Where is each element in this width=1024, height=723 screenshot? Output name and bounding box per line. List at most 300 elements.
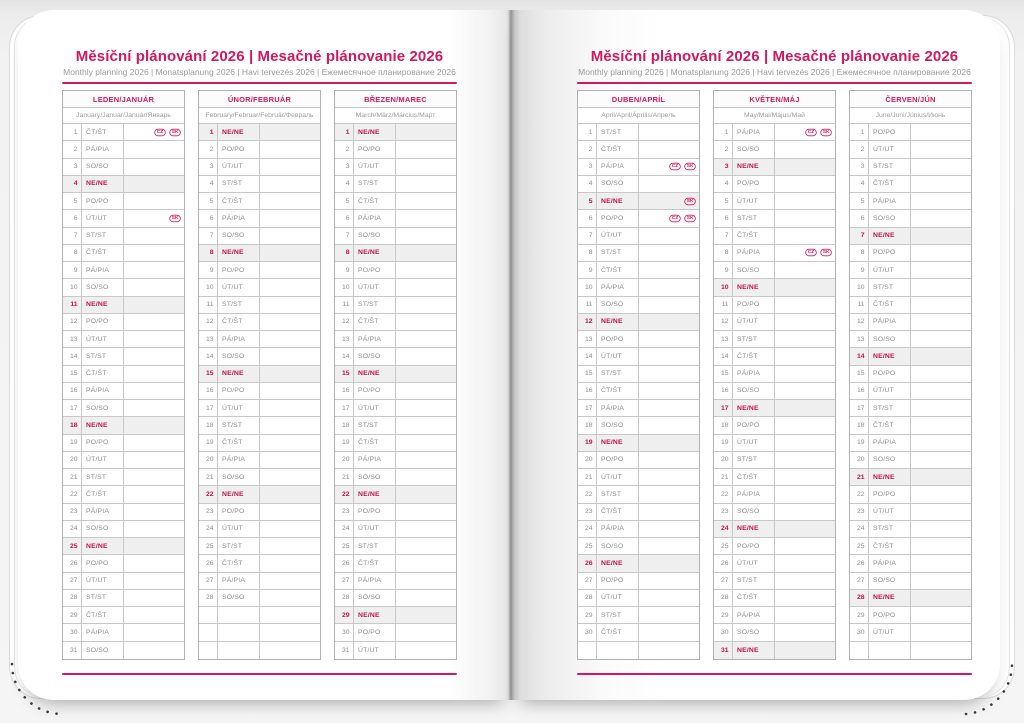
day-note-cell (396, 159, 456, 175)
day-number: 5 (335, 193, 354, 209)
day-row (199, 486, 320, 503)
day-name: SO/SO (354, 469, 396, 485)
day-note-cell (260, 555, 320, 571)
day-number: 2 (63, 141, 82, 157)
day-number: 16 (714, 383, 733, 399)
day-number: 24 (714, 521, 733, 537)
month-table-may (713, 90, 836, 660)
day-row (63, 383, 184, 400)
day-note-cell (396, 400, 456, 416)
day-name: PO/PO (354, 383, 396, 399)
day-row (335, 210, 456, 227)
day-note-cell (124, 521, 184, 537)
day-note-cell (911, 245, 971, 261)
day-name: PÁ/PIA (82, 624, 124, 640)
day-number: 11 (335, 297, 354, 313)
day-name: PO/PO (869, 366, 911, 382)
page-content-left (62, 48, 457, 675)
day-row (335, 573, 456, 590)
day-number: 15 (714, 366, 733, 382)
day-row (714, 624, 835, 641)
day-row (850, 124, 971, 141)
day-name: NE/NE (733, 159, 775, 175)
day-name: ČT/ŠT (869, 417, 911, 433)
day-name (218, 642, 260, 659)
day-number (199, 607, 218, 623)
day-note-cell (639, 521, 699, 537)
day-name: ÚT/UT (869, 624, 911, 640)
day-number: 17 (850, 400, 869, 416)
day-note-cell (396, 210, 456, 226)
day-name: NE/NE (218, 124, 260, 140)
day-number: 23 (63, 504, 82, 520)
day-name: ČT/ŠT (733, 469, 775, 485)
day-row (714, 538, 835, 555)
day-row (850, 348, 971, 365)
day-row (335, 262, 456, 279)
day-number: 5 (850, 193, 869, 209)
day-row (850, 366, 971, 383)
day-name: PÁ/PIA (869, 314, 911, 330)
day-note-cell (396, 573, 456, 589)
day-row (63, 521, 184, 538)
day-name: ÚT/UT (354, 279, 396, 295)
day-row (578, 590, 699, 607)
day-name: NE/NE (597, 555, 639, 571)
day-note-cell (396, 469, 456, 485)
page-subtitle: Monthly planning 2026 | Monatsplanung 2026 | Havi tervezés 2026 | Ежемесячное планирование 2026 (578, 67, 971, 77)
day-number: 7 (850, 228, 869, 244)
day-name: ÚT/UT (869, 141, 911, 157)
day-note-cell (911, 210, 971, 226)
day-name: NE/NE (218, 366, 260, 382)
day-note-cell (639, 607, 699, 623)
day-row (63, 504, 184, 521)
day-name: ČT/ŠT (354, 314, 396, 330)
day-row (63, 400, 184, 417)
day-note-cell (124, 555, 184, 571)
day-row (714, 400, 835, 417)
day-number: 18 (714, 417, 733, 433)
day-name: ST/ST (869, 400, 911, 416)
day-number: 27 (63, 573, 82, 589)
day-name: PO/PO (354, 504, 396, 520)
day-note-cell (639, 624, 699, 640)
day-row (850, 245, 971, 262)
day-name: SO/SO (82, 642, 124, 659)
day-note-cell (396, 141, 456, 157)
day-note-cell (396, 417, 456, 433)
day-name: PO/PO (218, 262, 260, 278)
day-note-cell (396, 193, 456, 209)
day-name: ČT/ŠT (218, 555, 260, 571)
day-row (714, 366, 835, 383)
month-subheader: April/April/Április/Апрель (578, 108, 699, 124)
day-row (850, 624, 971, 641)
day-note-cell (260, 504, 320, 520)
day-number: 25 (335, 538, 354, 554)
month-subheader: March/März/Március/Март (335, 108, 456, 124)
day-note-cell (911, 314, 971, 330)
day-note-cell (775, 366, 835, 382)
day-name: PÁ/PIA (733, 245, 775, 261)
day-note-cell (260, 366, 320, 382)
day-number: 30 (578, 624, 597, 640)
day-row (578, 176, 699, 193)
month-table-april (577, 90, 700, 660)
day-row (578, 400, 699, 417)
day-number: 25 (850, 538, 869, 554)
month-header: ČERVEN/JÚN (850, 91, 971, 108)
day-name: SO/SO (597, 538, 639, 554)
day-row (199, 538, 320, 555)
day-name: PO/PO (597, 452, 639, 468)
day-note-cell (260, 521, 320, 537)
day-name: SO/SO (82, 521, 124, 537)
day-name: NE/NE (869, 348, 911, 364)
day-note-cell (124, 141, 184, 157)
day-note-cell (775, 452, 835, 468)
day-name: PÁ/PIA (597, 521, 639, 537)
month-table-january (62, 90, 185, 660)
day-note-cell (775, 642, 835, 659)
day-row (335, 176, 456, 193)
day-row (199, 452, 320, 469)
day-number: 26 (714, 555, 733, 571)
day-row (850, 176, 971, 193)
day-row (714, 297, 835, 314)
day-note-cell (639, 642, 699, 659)
day-number: 29 (63, 607, 82, 623)
day-row (578, 262, 699, 279)
day-name: SO/SO (354, 228, 396, 244)
day-number: 8 (63, 245, 82, 261)
day-number: 19 (199, 435, 218, 451)
day-name: PO/PO (869, 607, 911, 623)
day-number: 9 (578, 262, 597, 278)
day-row (63, 297, 184, 314)
day-name: ČT/ŠT (82, 366, 124, 382)
holiday-badge-sk: SK (684, 197, 696, 204)
day-row (578, 642, 699, 659)
day-number: 13 (63, 331, 82, 347)
day-note-cell (124, 331, 184, 347)
day-note-cell (396, 607, 456, 623)
day-note-cell (396, 590, 456, 606)
day-number: 21 (335, 469, 354, 485)
day-number: 14 (578, 348, 597, 364)
day-note-cell (639, 435, 699, 451)
day-name: SO/SO (733, 262, 775, 278)
day-name: NE/NE (354, 607, 396, 623)
day-row (714, 486, 835, 503)
day-name: PÁ/PIA (354, 452, 396, 468)
day-number: 27 (714, 573, 733, 589)
day-row (578, 435, 699, 452)
day-note-cell (775, 400, 835, 416)
day-number: 30 (850, 624, 869, 640)
day-name: SO/SO (82, 159, 124, 175)
day-row (199, 504, 320, 521)
day-row (199, 228, 320, 245)
day-note-cell (775, 624, 835, 640)
day-name: PÁ/PIA (218, 210, 260, 226)
day-note-cell (260, 159, 320, 175)
day-note-cell (124, 642, 184, 659)
day-note-cell (911, 573, 971, 589)
day-row (714, 469, 835, 486)
holiday-badge-cz: CZ (805, 128, 816, 135)
day-number: 27 (335, 573, 354, 589)
day-row (850, 314, 971, 331)
day-name: PÁ/PIA (218, 331, 260, 347)
day-row (714, 331, 835, 348)
day-name: ÚT/UT (597, 469, 639, 485)
day-name: PO/PO (733, 297, 775, 313)
day-name: NE/NE (354, 366, 396, 382)
day-note-cell (639, 452, 699, 468)
day-note-cell (775, 176, 835, 192)
day-name: ST/ST (597, 245, 639, 261)
day-note-cell (260, 124, 320, 140)
day-number: 1 (63, 124, 82, 140)
day-row (850, 469, 971, 486)
day-number: 17 (199, 400, 218, 416)
months-row (577, 90, 972, 660)
day-number: 9 (714, 262, 733, 278)
day-name: PO/PO (869, 245, 911, 261)
day-number: 16 (199, 383, 218, 399)
day-note-cell (396, 245, 456, 261)
day-name: PO/PO (82, 193, 124, 209)
day-number: 28 (714, 590, 733, 606)
day-name: ÚT/UT (597, 348, 639, 364)
day-row (63, 314, 184, 331)
day-row (578, 124, 699, 141)
day-note-cell (260, 245, 320, 261)
day-note-cell (775, 159, 835, 175)
day-name: ČT/ŠT (218, 193, 260, 209)
day-number: 1 (335, 124, 354, 140)
day-name: SO/SO (733, 504, 775, 520)
day-number: 22 (578, 486, 597, 502)
day-row (335, 590, 456, 607)
day-note-cell (775, 314, 835, 330)
day-note-cell (911, 193, 971, 209)
day-name: ČT/ŠT (82, 245, 124, 261)
day-note-cell (639, 279, 699, 295)
stitch-dots-left (6, 652, 76, 722)
day-name: NE/NE (82, 297, 124, 313)
day-note-cell (775, 297, 835, 313)
day-note-cell (911, 383, 971, 399)
day-name: ČT/ŠT (733, 228, 775, 244)
day-row (63, 555, 184, 572)
day-note-cell (775, 193, 835, 209)
day-name: PÁ/PIA (733, 366, 775, 382)
day-name: ST/ST (82, 228, 124, 244)
day-note-cell (396, 348, 456, 364)
day-name: PÁ/PIA (869, 193, 911, 209)
day-number: 21 (63, 469, 82, 485)
day-number: 15 (199, 366, 218, 382)
day-row (850, 383, 971, 400)
day-number: 5 (63, 193, 82, 209)
day-note-cell (639, 228, 699, 244)
day-row (199, 297, 320, 314)
day-name: ÚT/UT (218, 400, 260, 416)
day-note-cell (260, 573, 320, 589)
day-number: 16 (63, 383, 82, 399)
day-note-cell (639, 124, 699, 140)
day-number: 27 (578, 573, 597, 589)
day-row (850, 400, 971, 417)
day-name: NE/NE (597, 435, 639, 451)
day-note-cell (396, 262, 456, 278)
day-note-cell (775, 383, 835, 399)
day-row (714, 245, 835, 262)
day-row (578, 141, 699, 158)
month-subheader: February/Februar/Február/Февраль (199, 108, 320, 124)
day-note-cell (911, 452, 971, 468)
day-name: SO/SO (82, 400, 124, 416)
day-number: 31 (714, 642, 733, 659)
day-number: 19 (850, 435, 869, 451)
day-note-cell (260, 452, 320, 468)
day-row (63, 642, 184, 659)
day-note-cell (396, 452, 456, 468)
day-name: ÚT/UT (597, 228, 639, 244)
day-row (199, 193, 320, 210)
day-note-cell (260, 590, 320, 606)
day-note-cell (911, 400, 971, 416)
day-row (578, 383, 699, 400)
day-name: ST/ST (869, 159, 911, 175)
day-row (335, 607, 456, 624)
day-note-cell (775, 590, 835, 606)
day-row (199, 417, 320, 434)
day-name: PO/PO (218, 383, 260, 399)
day-number: 4 (714, 176, 733, 192)
page-content-right (577, 48, 972, 675)
day-name: ST/ST (82, 590, 124, 606)
day-number: 28 (199, 590, 218, 606)
day-number: 14 (335, 348, 354, 364)
day-number (850, 642, 869, 659)
day-row (850, 141, 971, 158)
day-note-cell (124, 504, 184, 520)
day-note-cell (260, 642, 320, 659)
day-row (850, 193, 971, 210)
day-row (63, 331, 184, 348)
day-row (850, 331, 971, 348)
day-number: 8 (714, 245, 733, 261)
day-name: ČT/ŠT (869, 176, 911, 192)
day-row (63, 124, 184, 141)
day-number: 8 (199, 245, 218, 261)
day-row (63, 417, 184, 434)
day-row (850, 573, 971, 590)
day-note-cell (639, 504, 699, 520)
day-row (578, 314, 699, 331)
day-name: ST/ST (218, 176, 260, 192)
day-number: 8 (335, 245, 354, 261)
day-note-cell (639, 383, 699, 399)
day-row (714, 383, 835, 400)
day-name: PO/PO (733, 538, 775, 554)
day-name: NE/NE (597, 193, 639, 209)
day-note-cell (124, 159, 184, 175)
day-row (199, 624, 320, 641)
day-row (850, 486, 971, 503)
day-name: SO/SO (733, 624, 775, 640)
day-row (335, 228, 456, 245)
day-number: 30 (63, 624, 82, 640)
day-row (335, 297, 456, 314)
day-name: SO/SO (218, 590, 260, 606)
day-number (199, 642, 218, 659)
day-row (850, 228, 971, 245)
day-row (578, 469, 699, 486)
day-number: 6 (850, 210, 869, 226)
footer-rule (577, 673, 972, 675)
day-row (63, 159, 184, 176)
day-note-cell (260, 279, 320, 295)
footer-rule (62, 673, 457, 675)
month-table-february (198, 90, 321, 660)
day-note-cell (124, 607, 184, 623)
day-note-cell (775, 538, 835, 554)
day-name: ST/ST (869, 521, 911, 537)
day-name: ST/ST (354, 538, 396, 554)
day-note-cell (775, 141, 835, 157)
day-name: ČT/ŠT (354, 193, 396, 209)
day-row (578, 245, 699, 262)
day-number: 13 (714, 331, 733, 347)
day-name: PO/PO (597, 331, 639, 347)
day-name: ST/ST (82, 469, 124, 485)
day-note-cell (260, 228, 320, 244)
day-row (714, 141, 835, 158)
day-name: NE/NE (218, 245, 260, 261)
day-number: 23 (714, 504, 733, 520)
day-note-cell (775, 573, 835, 589)
day-name: ÚT/UT (82, 452, 124, 468)
day-row (714, 210, 835, 227)
day-number: 23 (578, 504, 597, 520)
day-name: ST/ST (733, 452, 775, 468)
day-name: ST/ST (218, 417, 260, 433)
day-note-cell (911, 262, 971, 278)
day-row (850, 262, 971, 279)
day-name: ÚT/UT (597, 590, 639, 606)
day-note-cell (639, 159, 699, 175)
day-number: 8 (578, 245, 597, 261)
day-name: ÚT/UT (354, 159, 396, 175)
day-note-cell (396, 642, 456, 659)
day-note-cell (124, 400, 184, 416)
day-number: 18 (578, 417, 597, 433)
day-name: ÚT/UT (218, 159, 260, 175)
day-row (578, 159, 699, 176)
day-note-cell (124, 573, 184, 589)
day-note-cell (775, 469, 835, 485)
day-row (578, 538, 699, 555)
day-name: SO/SO (354, 590, 396, 606)
day-name: SO/SO (869, 210, 911, 226)
day-note-cell (911, 331, 971, 347)
day-note-cell (124, 176, 184, 192)
